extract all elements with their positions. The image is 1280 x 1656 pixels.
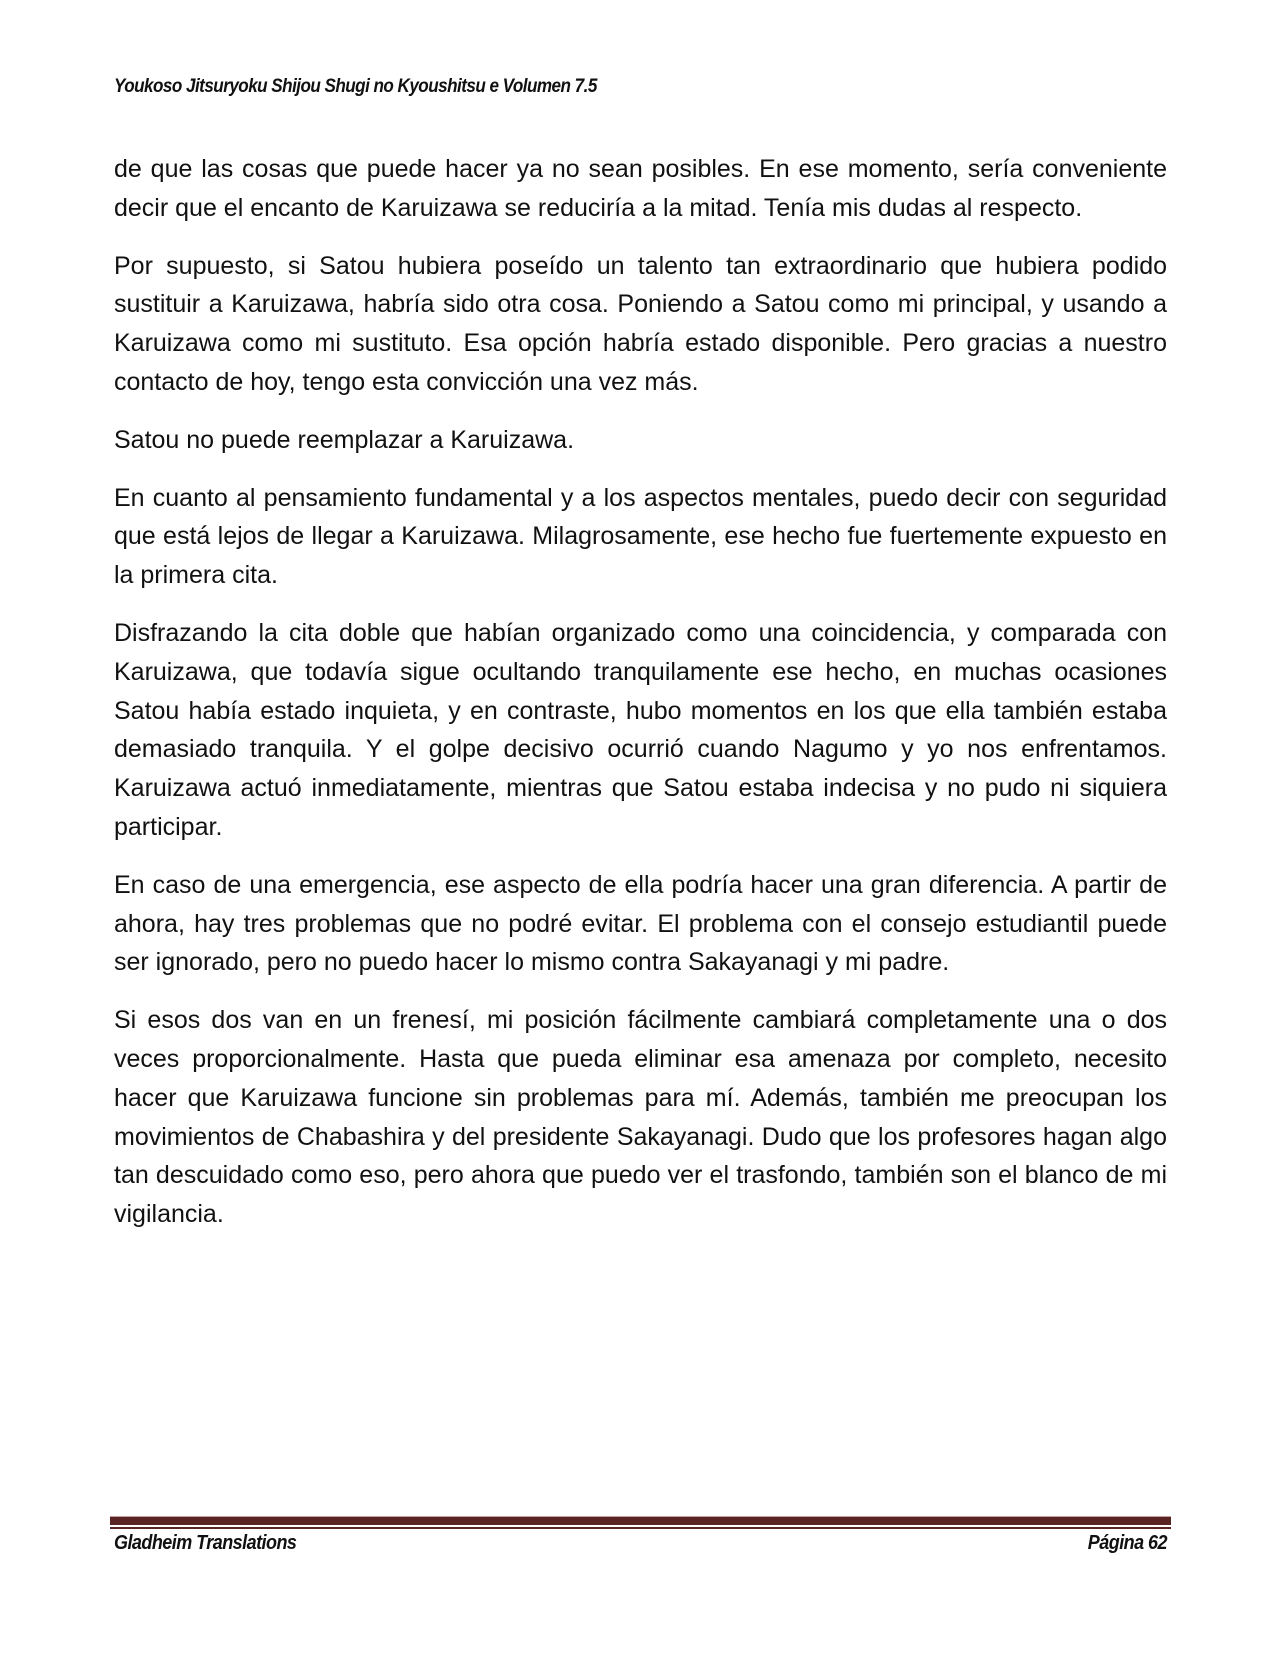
paragraph: En cuanto al pensamiento fundamental y a los aspectos mentales, puedo decir con seguridad que está lejos de llegar a Karuizawa. Milagrosamente, ese hecho fue fuertemente expuesto en la primera cita. bbox=[114, 483, 1167, 590]
paragraph: de que las cosas que puede hacer ya no sean posibles. En ese momento, sería conveniente decir que el encanto de Karuizawa se reduciría a la mitad. Tenía mis dudas al respecto. bbox=[114, 155, 1167, 222]
footer-publisher: Gladheim Translations bbox=[114, 1532, 297, 1554]
page-body bbox=[114, 150, 1167, 1253]
footer-rule bbox=[110, 1516, 1171, 1525]
paragraph: Disfrazando la cita doble que habían organizado como una coincidencia, y comparada con Karuizawa, que todavía sigue ocultando tranquilamente ese hecho, en muchas ocasiones Satou había estado inquieta, y en contraste, hubo momentos en los que ella también estaba demasiado tranquila. Y el golpe decisivo ocurrió cuando Nagumo y yo nos enfrentamos. Karuizawa actuó inmediatamente, mientras que Satou estaba indecisa y no pudo ni siquiera participar. bbox=[114, 618, 1167, 841]
page-number: Página 62 bbox=[1087, 1532, 1167, 1554]
paragraph: Satou no puede reemplazar a Karuizawa. bbox=[114, 425, 575, 454]
running-header: Youkoso Jitsuryoku Shijou Shugi no Kyoushitsu e Volumen 7.5 bbox=[114, 76, 597, 97]
paragraph: Por supuesto, si Satou hubiera poseído un talento tan extraordinario que hubiera podido sustituir a Karuizawa, habría sido otra cosa. Poniendo a Satou como mi principal, y usando a Karuizawa como mi sustituto. Esa opción habría estado disponible. Pero gracias a nuestro contacto de hoy, tengo esta convicción una vez más. bbox=[114, 251, 1167, 396]
paragraph: Si esos dos van en un frenesí, mi posición fácilmente cambiará completamente una o dos veces proporcionalmente. Hasta que pueda eliminar esa amenaza por completo, necesito hacer que Karuizawa funcione sin problemas para mí. Además, también me preocupan los movimientos de Chabashira y del presidente Sakayanagi. Dudo que los profesores hagan algo tan descuidado como eso, pero ahora que puedo ver el trasfondo, también son el blanco de mi vigilancia. bbox=[114, 1006, 1167, 1229]
paragraph: En caso de una emergencia, ese aspecto de ella podría hacer una gran diferencia. A partir de ahora, hay tres problemas que no podré evitar. El problema con el consejo estudiantil puede ser ignorado, pero no puedo hacer lo mismo contra Sakayanagi y mi padre. bbox=[114, 870, 1167, 977]
footer-rule-thin bbox=[110, 1527, 1171, 1529]
